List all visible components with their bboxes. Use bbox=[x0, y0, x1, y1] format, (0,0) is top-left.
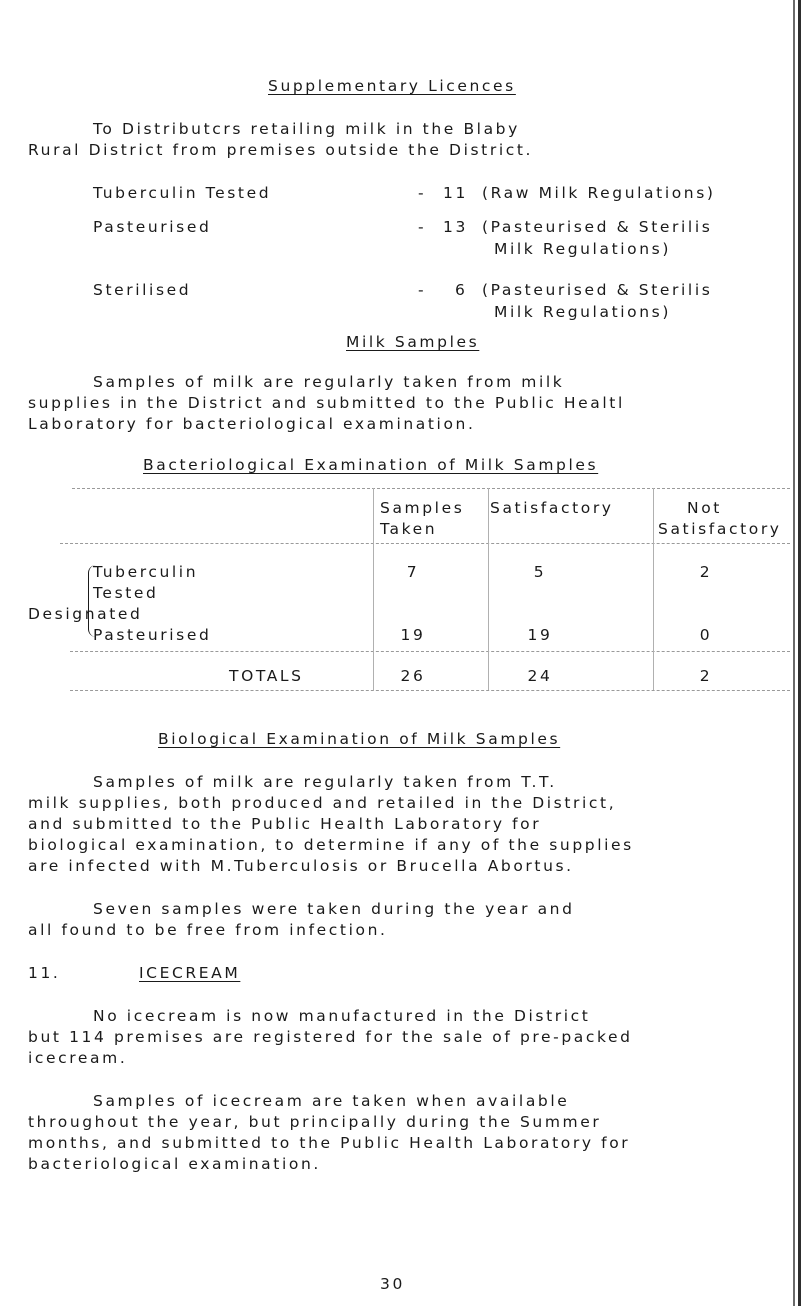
licence-dash: - bbox=[418, 184, 427, 202]
page-edge-shadow bbox=[793, 0, 795, 1306]
table-column-rule bbox=[653, 488, 654, 690]
icecream-para2-line-3: months, and submitted to the Public Health Laboratory for bbox=[28, 1134, 631, 1152]
licence-dash: - bbox=[418, 281, 427, 299]
row-label-tuberculin: Tuberculin bbox=[93, 563, 199, 581]
intro-line-2: Rural District from premises outside the District. bbox=[28, 141, 534, 159]
licence-count: 13 bbox=[443, 218, 468, 236]
icecream-para1-line-1: No icecream is now manufactured in the District bbox=[93, 1007, 591, 1025]
biological-para1-line-4: biological examination, to determine if any of the supplies bbox=[28, 836, 634, 854]
licence-label: Pasteurised bbox=[93, 218, 212, 236]
table-column-rule bbox=[488, 488, 489, 690]
licence-label: Sterilised bbox=[93, 281, 192, 299]
licence-count: 11 bbox=[443, 184, 468, 202]
icecream-para2-line-4: bacteriological examination. bbox=[28, 1155, 321, 1173]
licence-dash: - bbox=[418, 218, 427, 236]
biological-para2-line-1: Seven samples were taken during the year and bbox=[93, 900, 575, 918]
biological-para1-line-1: Samples of milk are regularly taken from T.T. bbox=[93, 773, 557, 791]
milk-samples-heading: Milk Samples bbox=[346, 333, 480, 351]
row-label-tested: Tested bbox=[93, 584, 159, 602]
icecream-heading: ICECREAM bbox=[139, 964, 241, 982]
table-column-rule bbox=[373, 488, 374, 690]
biological-heading: Biological Examination of Milk Samples bbox=[158, 730, 561, 748]
cell-totals-not-satisfactory: 2 bbox=[699, 667, 713, 685]
cell-pasteurised-not-satisfactory: 0 bbox=[699, 626, 713, 644]
licence-regulation-cont: Milk Regulations) bbox=[494, 303, 671, 321]
page-number: 30 bbox=[380, 1275, 405, 1293]
cell-totals-satisfactory: 24 bbox=[527, 667, 553, 685]
col-header-taken: Taken bbox=[380, 520, 438, 538]
group-label-designated: Designated bbox=[28, 605, 143, 623]
cell-pasteurised-satisfactory: 19 bbox=[527, 626, 553, 644]
biological-para1-line-3: and submitted to the Public Health Laboratory for bbox=[28, 815, 542, 833]
supplementary-licences-heading: Supplementary Licences bbox=[268, 77, 516, 95]
milk-samples-para-line-2: supplies in the District and submitted to the Public Healtl bbox=[28, 394, 625, 412]
cell-tuberculin-not-satisfactory: 2 bbox=[699, 563, 713, 581]
table-rule-top bbox=[72, 488, 790, 489]
icecream-para2-line-1: Samples of icecream are taken when available bbox=[93, 1092, 570, 1110]
licence-regulation: (Pasteurised & Sterilis bbox=[482, 218, 713, 236]
icecream-para1-line-2: but 114 premises are registered for the sale of pre-packed bbox=[28, 1028, 633, 1046]
icecream-para1-line-3: icecream. bbox=[28, 1049, 128, 1067]
intro-line-1: To Distributcrs retailing milk in the Blaby bbox=[93, 120, 520, 138]
bacteriological-heading: Bacteriological Examination of Milk Samples bbox=[143, 456, 599, 474]
table-rule-totals bbox=[70, 651, 790, 652]
licence-regulation: (Pasteurised & Sterilis bbox=[482, 281, 713, 299]
milk-samples-para-line-1: Samples of milk are regularly taken from milk bbox=[93, 373, 565, 391]
licence-count: 6 bbox=[455, 281, 468, 299]
col-header-not: Not bbox=[687, 499, 722, 517]
cell-pasteurised-taken: 19 bbox=[400, 626, 426, 644]
licence-regulation: (Raw Milk Regulations) bbox=[482, 184, 716, 202]
icecream-section-number: 11. bbox=[28, 964, 61, 982]
col-header-satisfactory: Satisfactory bbox=[490, 499, 614, 517]
cell-tuberculin-satisfactory: 5 bbox=[533, 563, 547, 581]
milk-samples-para-line-3: Laboratory for bacteriological examination. bbox=[28, 415, 476, 433]
table-rule-bottom bbox=[70, 690, 790, 691]
col-header-satisfactory-2: Satisfactory bbox=[658, 520, 782, 538]
biological-para1-line-2: milk supplies, both produced and retailed in the District, bbox=[28, 794, 617, 812]
cell-tuberculin-taken: 7 bbox=[406, 563, 420, 581]
cell-totals-taken: 26 bbox=[400, 667, 426, 685]
row-label-pasteurised: Pasteurised bbox=[93, 626, 212, 644]
biological-para2-line-2: all found to be free from infection. bbox=[28, 921, 388, 939]
icecream-para2-line-2: throughout the year, but principally during the Summer bbox=[28, 1113, 602, 1131]
col-header-samples: Samples bbox=[380, 499, 465, 517]
licence-label: Tuberculin Tested bbox=[93, 184, 272, 202]
licence-regulation-cont: Milk Regulations) bbox=[494, 240, 671, 258]
table-rule-header bbox=[60, 543, 790, 544]
totals-label: TOTALS bbox=[229, 667, 304, 685]
biological-para1-line-5: are infected with M.Tuberculosis or Brucella Abortus. bbox=[28, 857, 574, 875]
